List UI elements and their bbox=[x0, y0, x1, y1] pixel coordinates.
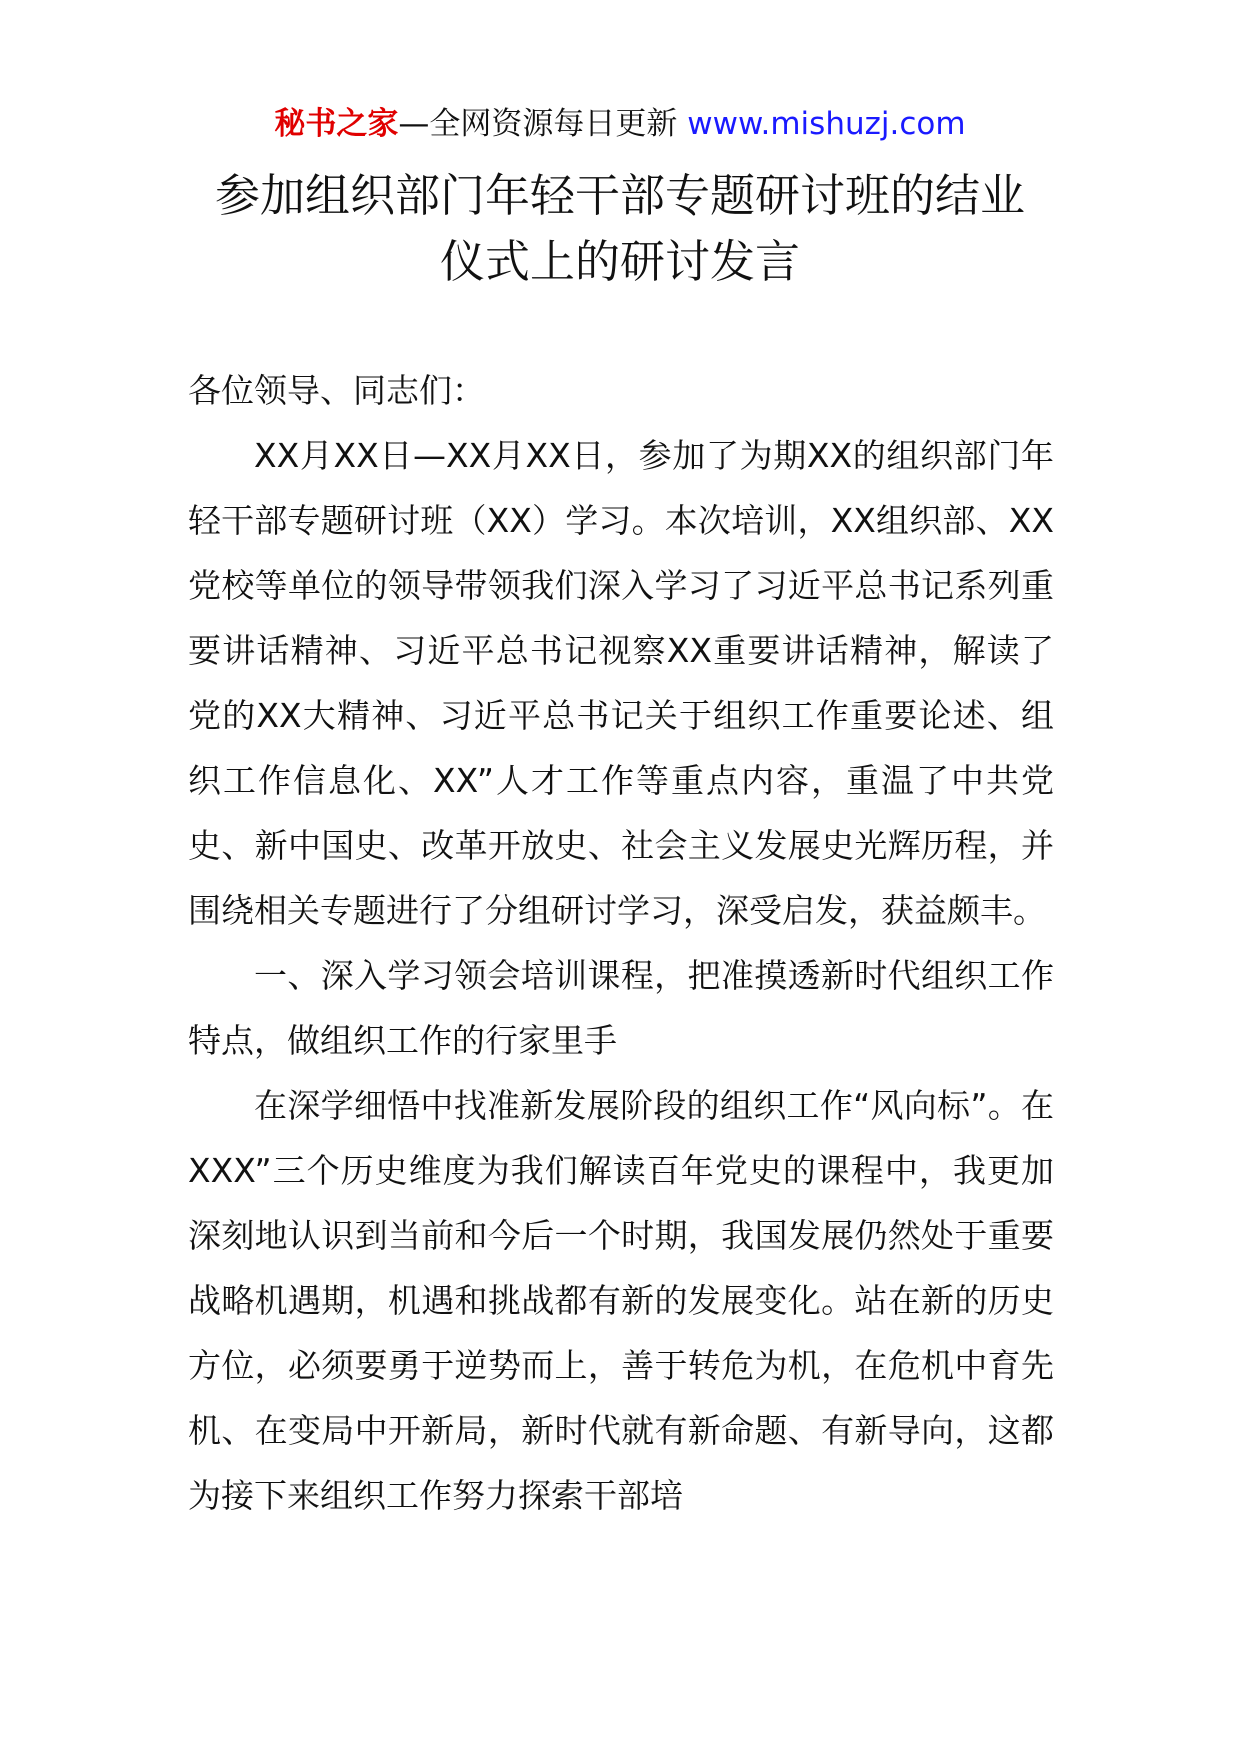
salutation: 各位领导、同志们： bbox=[188, 371, 485, 410]
header-tagline: —全网资源每日更新 bbox=[398, 106, 688, 142]
document-title bbox=[150, 163, 1090, 295]
title-line-1: 参加组织部门年轻干部专题研讨班的结业 bbox=[214, 169, 1025, 222]
brand-name: 秘书之家 bbox=[274, 106, 399, 142]
section-heading-1: 一、深入学习领会培训课程，把准摸透新时代组织工作特点，做组织工作的行家里手 bbox=[188, 956, 1054, 1060]
document-body bbox=[188, 358, 1054, 1528]
title-line-2: 仪式上的研讨发言 bbox=[439, 235, 800, 288]
paragraph-section-1: 在深学细悟中找准新发展阶段的组织工作“风向标”。在XXX”三个历史维度为我们解读百年党史的课程中，我更加深刻地认识到当前和今后一个时期，我国发展仍然处于重要战略机遇期，机遇和挑战都有新的发展变化。站在新的历史方位，必须要勇于逆势而上，善于转危为机，在危机中育先机、在变局中开新局，新时代就有新命题、有新导向，这都为接下来组织工作努力探索干部培 bbox=[188, 1086, 1054, 1515]
site-url-link[interactable]: www.mishuzj.com bbox=[687, 106, 966, 142]
paragraph-intro: XX月XX日—XX月XX日，参加了为期XX的组织部门年轻干部专题研讨班（XX）学习。本次培训，XX组织部、XX党校等单位的领导带领我们深入学习了习近平总书记系列重要讲话精神、习近平总书记视察XX重要讲话精神，解读了党的XX大精神、习近平总书记关于组织工作重要论述、组织工作信息化、XX”人才工作等重点内容，重温了中共党史、新中国史、改革开放史、社会主义发展史光辉历程，并围绕相关专题进行了分组研讨学习，深受启发，获益颇丰。 bbox=[188, 436, 1054, 930]
site-header bbox=[0, 100, 1240, 148]
